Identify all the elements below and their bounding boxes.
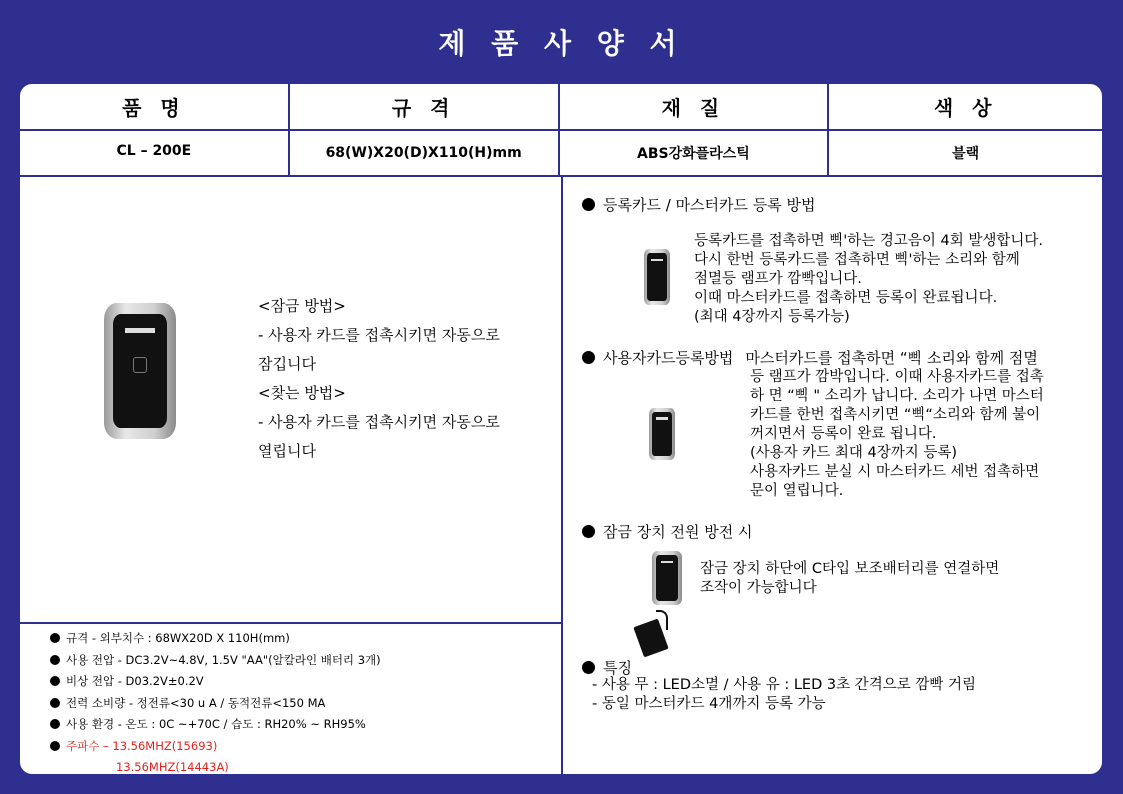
product-image-small	[644, 249, 670, 305]
register-paragraph: 등록카드를 접촉하면 삑'하는 경고음이 4회 발생합니다. 다시 한번 등록카드를 접촉하면 삑'하는 소리와 함께 점멸등 램프가 깜빡입니다. 이때 마스터카드를 접촉하면 등록이 완료됩니다. (최대 4장까지 등록가능)	[694, 233, 1044, 325]
spec-sheet	[18, 82, 1104, 776]
spec-item: 사용 환경 - 온도 : 0C ~+70C / 습도 : RH20% ~ RH95%	[50, 714, 550, 736]
section-register-title: 등록카드 / 마스터카드 등록 방법	[582, 194, 816, 215]
features-paragraph: - 사용 무 : LED소멸 / 사용 유 : LED 3초 간격으로 깜빡 거림 - 동일 마스터카드 4개까지 등록 가능	[592, 677, 976, 712]
header-product-name: 품 명	[20, 84, 290, 129]
lock-heading: <잠금 방법>	[258, 297, 346, 315]
unlock-text-2: 열립니다	[258, 442, 316, 460]
lock-text-2: 잠깁니다	[258, 355, 316, 373]
unlock-text-1: - 사용자 카드를 접촉시키면 자동으로	[258, 413, 500, 431]
spec-list	[50, 628, 550, 776]
value-color: 블랙	[952, 146, 980, 162]
lock-instructions	[258, 292, 548, 466]
product-image-small	[649, 408, 675, 460]
bullet-icon	[50, 741, 60, 751]
section-power-title: 잠금 장치 전원 방전 시	[582, 521, 752, 542]
spec-item: 규격 - 외부치수 : 68WX20D X 110H(mm)	[50, 628, 550, 650]
value-product-name: CL – 200E	[20, 131, 290, 175]
table-value-row	[20, 131, 1102, 177]
bullet-icon	[50, 698, 60, 708]
bullet-icon	[582, 351, 595, 364]
specs-divider	[20, 622, 563, 624]
bullet-icon	[582, 525, 595, 538]
bullet-icon	[50, 655, 60, 665]
document-title: 제 품 사 양 서	[438, 27, 685, 60]
table-header-row	[20, 84, 1102, 131]
spec-item: 비상 전압 - D03.2V±0.2V	[50, 671, 550, 693]
bullet-icon	[582, 198, 595, 211]
cable-image	[656, 610, 668, 630]
section-features-title: 특징	[582, 657, 632, 678]
bullet-icon	[50, 719, 60, 729]
bullet-icon	[50, 633, 60, 643]
section-user-register-title: 사용자카드등록방법 마스터카드를 접촉하면 “삑 소리와 함께 점멸	[582, 347, 1038, 368]
product-image-small	[652, 551, 682, 605]
spec-item-frequency: 주파수 – 13.56MHZ(15693)	[50, 736, 550, 758]
bullet-icon	[50, 676, 60, 686]
value-dimensions: 68(W)X20(D)X110(H)mm	[290, 131, 560, 175]
header-material: 재 질	[560, 84, 830, 129]
power-paragraph: 잠금 장치 하단에 C타입 보조배터리를 연결하면 조작이 가능합니다	[700, 561, 1000, 596]
spec-item-frequency-2: 13.56MHZ(14443A)	[116, 760, 229, 774]
header-color: 색 상	[933, 96, 998, 120]
value-material: ABS강화플라스틱	[560, 131, 830, 175]
lock-text-1: - 사용자 카드를 접촉시키면 자동으로	[258, 326, 500, 344]
bullet-icon	[582, 661, 595, 674]
header-dimensions: 규 격	[290, 84, 560, 129]
spec-item: 전력 소비량 - 정전류<30 u A / 동적전류<150 MA	[50, 693, 550, 715]
spec-item: 사용 전압 - DC3.2V~4.8V, 1.5V "AA"(알칼라인 배터리 3개)	[50, 650, 550, 672]
product-image-large	[104, 303, 176, 439]
unlock-heading: <찾는 방법>	[258, 384, 346, 402]
user-register-paragraph: 등 램프가 깜박입니다. 이때 사용자카드를 접촉 하 면 “삑 " 소리가 납니다. 소리가 나면 마스터 카드를 한번 접촉시키면 “삑“소리와 함께 불이 꺼지면서 등록이 완료 됩니다. (사용자 카드 최대 4장까지 등록) 사용자카드 분실 시 마스터카드 세번 접촉하면 문이 열립니다.	[750, 369, 1044, 499]
column-divider	[561, 177, 563, 776]
